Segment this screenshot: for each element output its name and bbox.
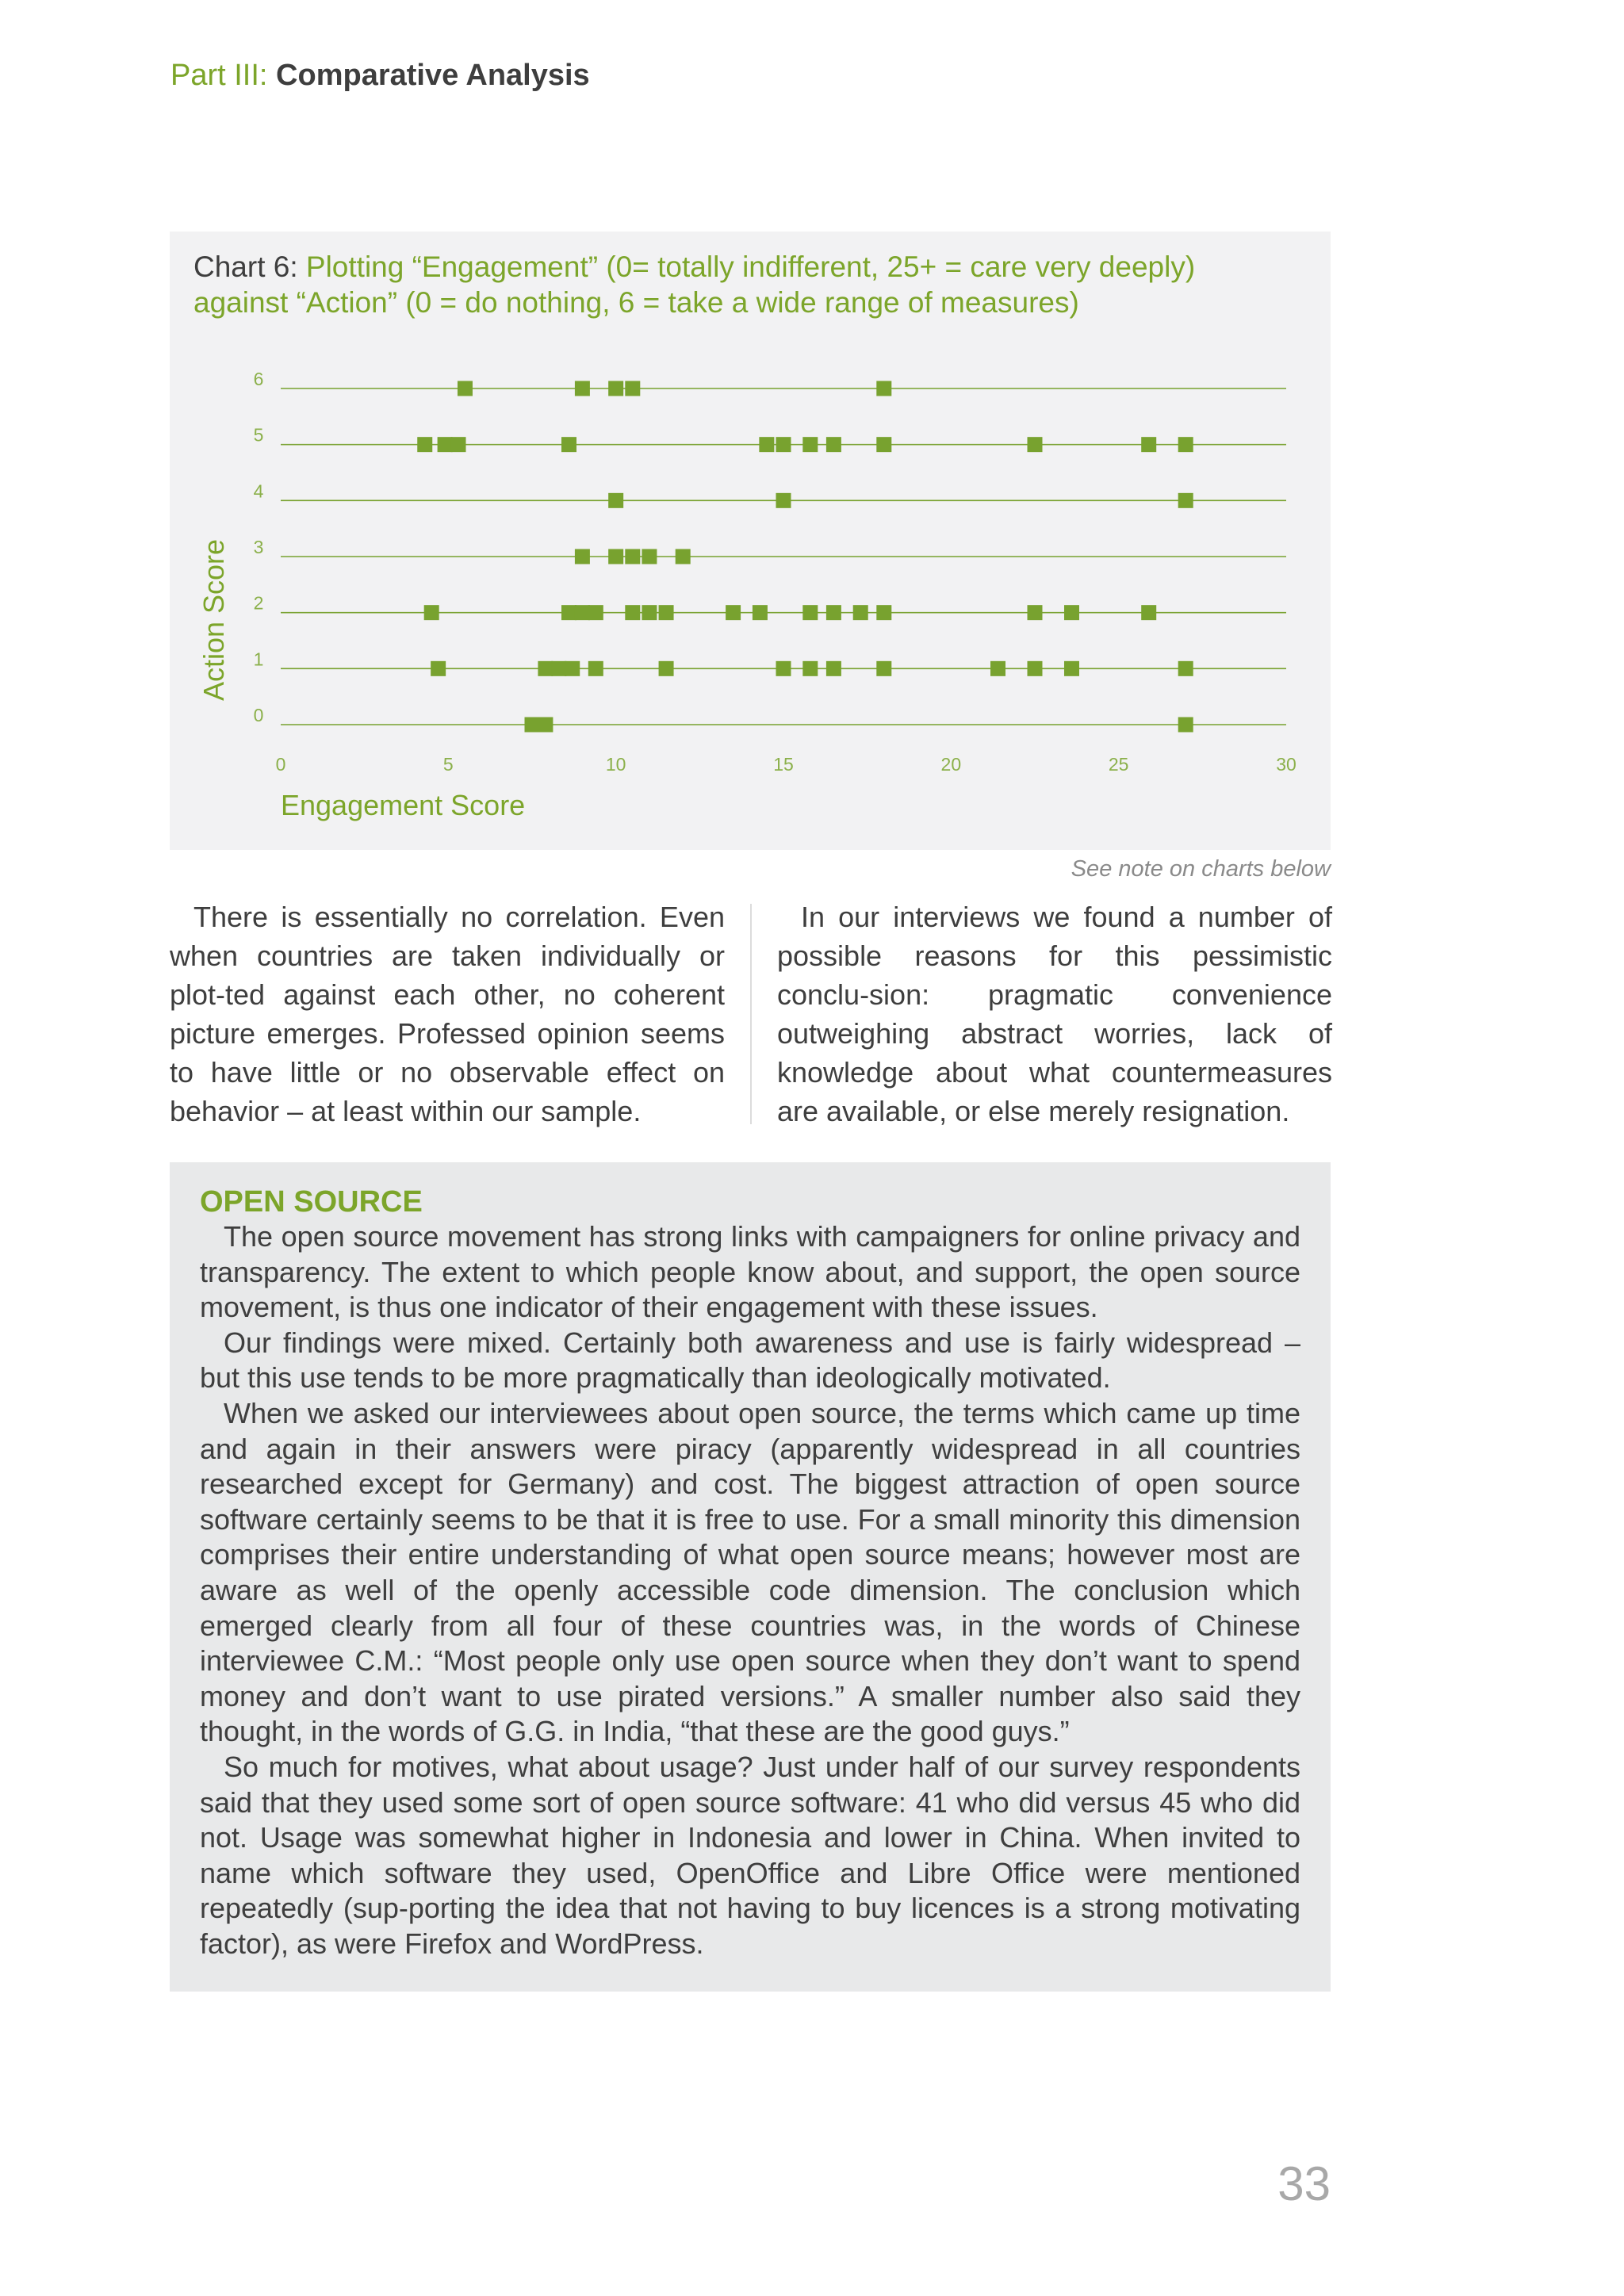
data-point [776,661,791,676]
data-point [625,605,640,620]
page-number: 33 [1277,2157,1331,2210]
data-point [608,549,623,564]
data-point [1178,718,1193,733]
data-point [417,437,432,452]
sidebar-paragraph: When we asked our interviewees about open source, the terms which came up time and again in their answers were piracy (apparently widespread in all countries researched except for Germany) and cost. The biggest attraction of open source software certainly seems to be that it is free to use. For a small minority this dimension comprises their entire understanding of what open source means; however most are aware as well of the openly accessible code dimension. The conclusion which emerged clearly from all four of these countries was, in the words of Chinese interviewee C.M.: “Most people only use open source when they don’t want to spend money and don’t want to use pirated versions.” A smaller number also said they thought, in the words of G.G. in India, “that these are the good guys.” [200,1396,1300,1748]
data-point [588,605,603,620]
scatter-chart [170,232,1331,850]
body-left-column [170,897,725,1131]
sidebar-paragraph: The open source movement has strong links with campaigners for online privacy and transparency. The extent to which people know about, and support, the open source movement, is thus one indicator of their engagement with these issues. [200,1220,1300,1324]
y-tick-label: 1 [253,649,264,670]
x-tick-label: 30 [1276,754,1297,775]
chart-caption-line1: Plotting “Engagement” (0= totally indifferent, 25+ = care very deeply) [305,251,1196,283]
data-point [1064,661,1079,676]
data-point [776,493,791,508]
data-point [826,661,841,676]
data-point [575,381,590,396]
column-divider [750,904,752,1124]
y-tick-label: 2 [253,592,264,614]
data-point [659,661,674,676]
chart-caption-lead: Chart 6: [193,251,298,283]
data-point [802,437,818,452]
sidebar-paragraph: Our findings were mixed. Certainly both awareness and use is fairly widespread – but this use tends to be more pragmatically than ideologically motivated. [200,1326,1300,1395]
data-point [551,661,566,676]
x-tick-label: 15 [773,754,794,775]
data-point [431,661,446,676]
data-point [438,437,453,452]
body-left-paragraph: There is essentially no correlation. Even when countries are taken individually or plot-ted against each other, no coherent picture emerges. Professed opinion seems to have little or no observable effect on behavior – at least within our sample. [170,901,725,1127]
data-point [876,437,891,452]
data-point [575,605,590,620]
data-point [625,381,640,396]
chart-note: See note on charts below [1071,856,1331,882]
data-point [990,661,1005,676]
data-point [565,661,580,676]
data-point [1028,661,1043,676]
data-point [424,605,439,620]
x-tick-label: 5 [442,754,454,775]
section-title: Comparative Analysis [276,59,590,92]
data-point [876,605,891,620]
data-point [753,605,768,620]
body-right-column [777,897,1332,1131]
y-tick-label: 6 [253,369,264,389]
part-label: Part III: [170,59,268,92]
data-point [802,661,818,676]
chart-panel [170,232,1331,850]
data-point [853,605,868,620]
data-point [538,661,553,676]
sidebar-paragraph: So much for motives, what about usage? Just under half of our survey respondents said that they used some sort of open source software: 41 who did versus 45 who did not. Usage was somewhat higher in Indonesia and lower in China. When invited to name which software they used, OpenOffice and Libre Office were mentioned repeatedly (sup-porting the idea that not having to buy licences is a strong motivating factor), as were Firefox and WordPress. [200,1750,1300,1960]
data-point [659,605,674,620]
data-point [1178,493,1193,508]
data-point [1028,437,1043,452]
data-point [802,605,818,620]
y-axis-title: Action Score [197,538,230,702]
sidebar-title: OPEN SOURCE [200,1185,423,1219]
chart-caption-line2: against “Action” (0 = do nothing, 6 = take a wide range of measures) [193,286,1079,319]
data-point [625,549,640,564]
y-tick-label: 5 [253,424,264,446]
data-point [1178,437,1193,452]
data-point [726,605,741,620]
x-tick-label: 20 [940,754,962,775]
data-point [642,549,657,564]
y-tick-label: 0 [253,705,264,725]
x-tick-label: 0 [275,754,286,775]
data-point [538,718,553,733]
data-point [1178,661,1193,676]
data-point [759,437,774,452]
data-point [608,381,623,396]
data-point [608,493,623,508]
x-tick-label: 25 [1108,754,1129,775]
data-point [826,605,841,620]
data-point [876,381,891,396]
data-point [1141,437,1156,452]
data-point [642,605,657,620]
data-point [458,381,473,396]
data-point [525,718,540,733]
data-point [826,437,841,452]
data-point [561,605,576,620]
data-point [588,661,603,676]
open-source-sidebar [170,1162,1331,1992]
running-head [170,59,590,93]
data-point [776,437,791,452]
x-tick-label: 10 [605,754,626,775]
x-axis-title: Engagement Score [281,789,526,821]
y-tick-label: 4 [253,480,264,502]
data-point [575,549,590,564]
data-point [451,437,466,452]
data-point [1141,605,1156,620]
data-point [561,437,576,452]
data-point [1064,605,1079,620]
y-tick-label: 3 [253,537,264,557]
data-point [876,661,891,676]
body-right-paragraph: In our interviews we found a number of possible reasons for this pessimistic conclu-sion: pragmatic convenience outweighing abstract worries, lack of knowledge about what countermeasures are available, or else merely resignation. [777,901,1332,1127]
data-point [676,549,691,564]
data-point [1028,605,1043,620]
